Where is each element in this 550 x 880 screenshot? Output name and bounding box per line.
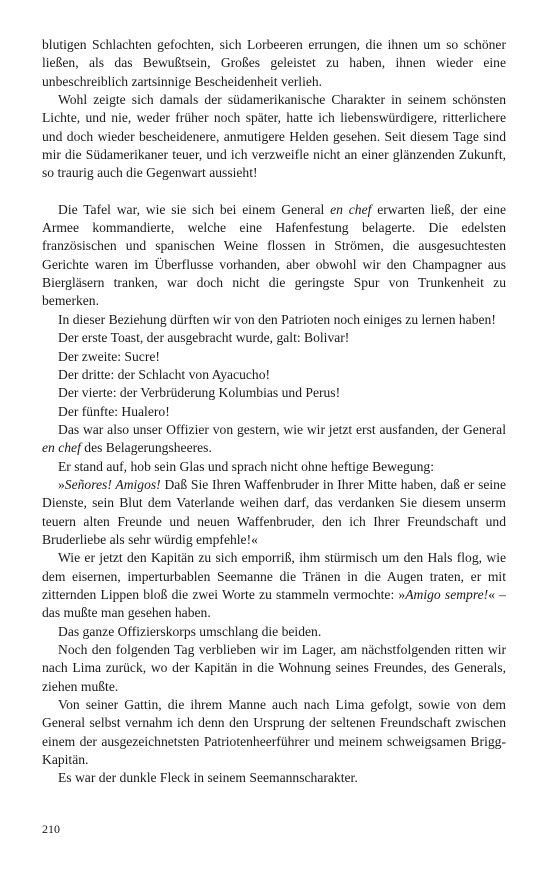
italic-phrase: Señores! Amigos! <box>64 476 161 492</box>
paragraph-13: Wie er jetzt den Kapitän zu sich emporriß, ihm stürmisch um den Hals flog, wie dem eisernen, imperturbablen Seemanne die Tränen in die Augen traten, er mit zitternden Lippen bloß die zwei Worte zu stammeln vermochte: »Amigo sempre!« – das mußte man gesehen haben. <box>42 550 506 621</box>
page-number: 210 <box>42 822 60 836</box>
paragraph-5: Der erste Toast, der ausgebracht wurde, galt: Bolivar! <box>58 330 350 346</box>
paragraph-6: Der zweite: Sucre! <box>58 348 160 364</box>
paragraph-2: Wohl zeigte sich damals der südamerikanische Charakter in seinem schönsten Lichte, und nie, weder früher noch später, hatte ich liebenswürdigere, ritterlichere und doch wieder bescheidenere, anmutigere Helden gesehen. Seit diesem Tage sind mir die Südamerikaner teuer, und ich verzweifle nicht an einer glänzenden Zukunft, so traurig auch die Gegenwart aussieht! <box>42 92 506 181</box>
italic-phrase: en chef <box>42 440 81 456</box>
paragraph-10: Das war also unser Offizier von gestern, wie wir jetzt erst ausfanden, der General en chef des Belagerungsheeres. <box>42 421 506 456</box>
paragraph-12: »Señores! Amigos! Daß Sie Ihren Waffenbruder in Ihrer Mitte haben, daß er seine Dienste, sein Blut dem Vaterlande weihen darf, das verdanken Sie diesem unserm teuern alten Freunde und neuen Waffenbruder, den ich Ihrer Freundschaft und Bruderliebe als sehr würdig empfehle!« <box>42 476 506 547</box>
paragraph-17: Es war der dunkle Fleck in seinem Seemannscharakter. <box>58 770 358 786</box>
paragraph-7: Der dritte: der Schlacht von Ayacucho! <box>58 366 271 382</box>
paragraph-11: Er stand auf, hob sein Glas und sprach nicht ohne heftige Bewegung: <box>58 458 434 474</box>
paragraph-3: Die Tafel war, wie sie sich bei einem General en chef erwarten ließ, der eine Armee kommandierte, welche eine Hafenfestung belagerte. Die edelsten französischen und spanischen Weine flossen in Strömen, die ausgesuchtesten Gerichte waren im Überflusse vorhanden, aber obwohl wir den Champagner aus Biergläsern tranken, war doch nicht die geringste Spur von Trunkenheit zu bemerken. <box>42 201 507 309</box>
paragraph-16: Von seiner Gattin, die ihrem Manne auch nach Lima gefolgt, sowie von dem General selbst vernahm ich denn den Ursprung der seltenen Freundschaft zwischen einem der ausgezeichnetsten Patriotenheerführer und meinem schweigsamen Brigg-Kapitän. <box>42 697 506 768</box>
paragraph-9: Der fünfte: Hualero! <box>58 403 170 419</box>
paragraph-14: Das ganze Offizierskorps umschlang die beiden. <box>58 623 322 639</box>
paragraph-4: In dieser Beziehung dürften wir von den Patrioten noch einiges zu lernen haben! <box>58 311 496 327</box>
paragraph-1: blutigen Schlachten gefochten, sich Lorbeeren errungen, die ihnen um so schöner ließen, als das Bewußtsein, Großes geleistet zu haben, ihnen wieder eine unbeschreiblich zartsinnige Bescheidenheit verlieh. <box>42 37 506 89</box>
paragraph-8: Der vierte: der Verbrüderung Kolumbias und Perus! <box>58 385 341 401</box>
italic-phrase: Amigo sempre! <box>405 586 489 602</box>
paragraph-15: Noch den folgenden Tag verblieben wir im Lager, am nächstfolgenden ritten wir nach Lima zurück, wo der Kapitän in die Wohnung seines Freundes, des Generals, ziehen mußte. <box>42 642 506 694</box>
book-page-text <box>42 36 506 788</box>
italic-phrase: en chef <box>330 201 372 217</box>
